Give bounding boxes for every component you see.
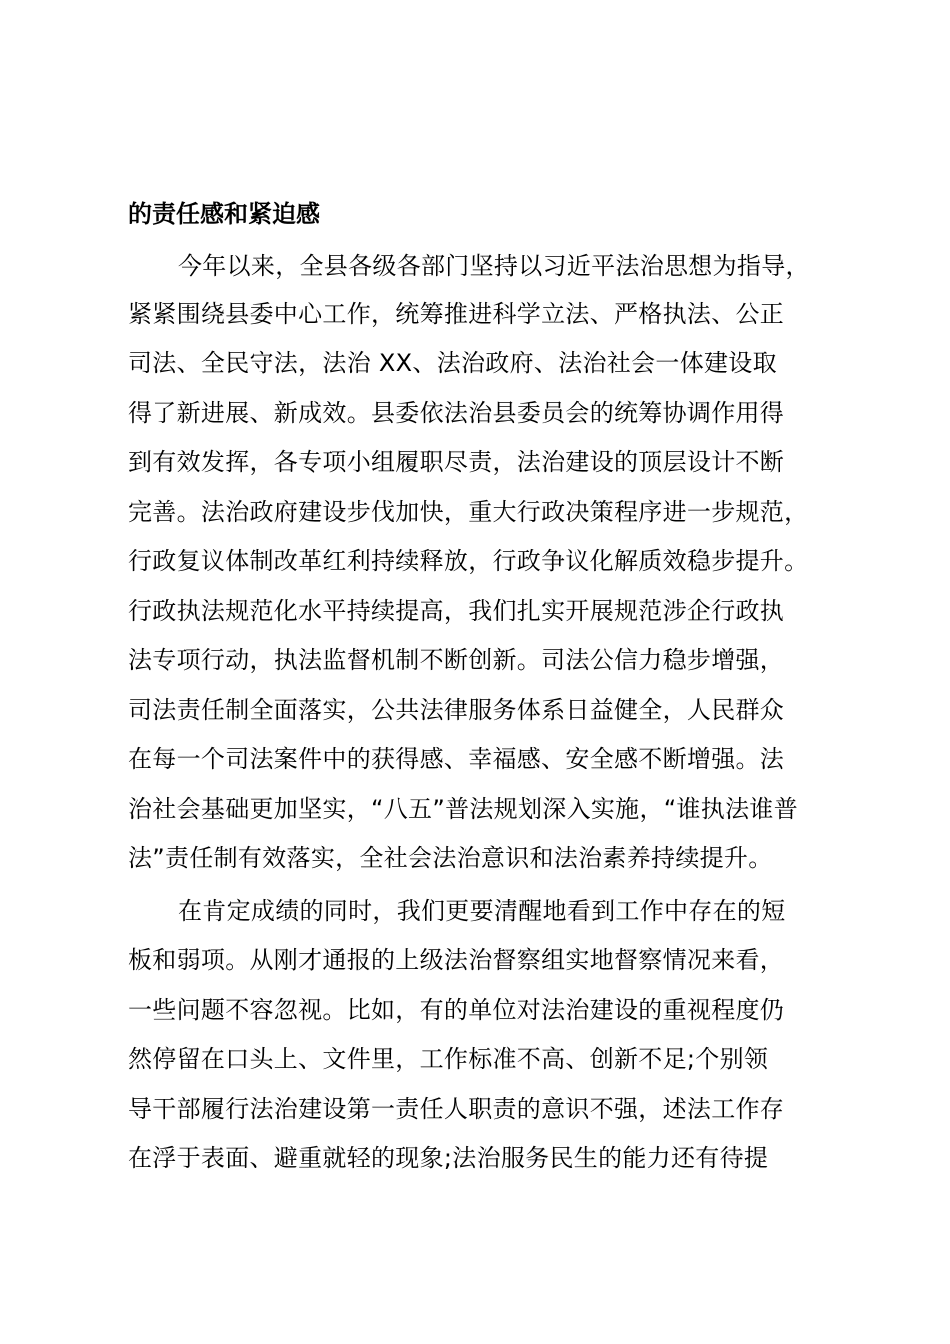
paragraph-line: 在浮于表面、避重就轻的现象;法治服务民生的能力还有待提 xyxy=(128,1144,769,1172)
paragraph-line: 法专项行动，执法监督机制不断创新。司法公信力稳步增强， xyxy=(128,646,785,674)
paragraph-line: 到有效发挥，各专项小组履职尽责，法治建设的顶层设计不断 xyxy=(128,448,785,476)
paragraph-line: 得了新进展、新成效。县委依法治县委员会的统筹协调作用得 xyxy=(128,399,785,427)
paragraph-line: 然停留在口头上、文件里，工作标准不高、创新不足;个别领 xyxy=(128,1045,769,1073)
paragraph-line: 法”责任制有效落实，全社会法治意识和法治素养持续提升。 xyxy=(128,844,773,872)
section-heading: 的责任感和紧迫感 xyxy=(128,200,320,228)
paragraph-line: 导干部履行法治建设第一责任人职责的意识不强，述法工作存 xyxy=(128,1095,785,1123)
paragraph-line: 治社会基础更加坚实，“八五”普法规划深入实施，“谁执法谁普 xyxy=(128,795,798,823)
paragraph-line: 板和弱项。从刚才通报的上级法治督察组实地督察情况来看， xyxy=(128,946,785,974)
paragraph-line: 今年以来，全县各级各部门坚持以习近平法治思想为指导， xyxy=(178,252,810,280)
paragraph-line: 司法责任制全面落实，公共法律服务体系日益健全，人民群众 xyxy=(128,696,785,724)
paragraph-line: 一些问题不容忽视。比如，有的单位对法治建设的重视程度仍 xyxy=(128,996,785,1024)
paragraph-line: 完善。法治政府建设步伐加快，重大行政决策程序进一步规范， xyxy=(128,498,809,526)
paragraph-line: 行政执法规范化水平持续提高，我们扎实开展规范涉企行政执 xyxy=(128,597,785,625)
paragraph-line: 紧紧围绕县委中心工作，统筹推进科学立法、严格执法、公正 xyxy=(128,300,785,328)
paragraph-line: 在每一个司法案件中的获得感、幸福感、安全感不断增强。法 xyxy=(128,745,785,773)
paragraph-line: 在肯定成绩的同时，我们更要清醒地看到工作中存在的短 xyxy=(178,897,786,925)
paragraph-line: 行政复议体制改革红利持续释放，行政争议化解质效稳步提升。 xyxy=(128,547,809,575)
paragraph-line: 司法、全民守法，法治 XX、法治政府、法治社会一体建设取 xyxy=(128,349,777,377)
